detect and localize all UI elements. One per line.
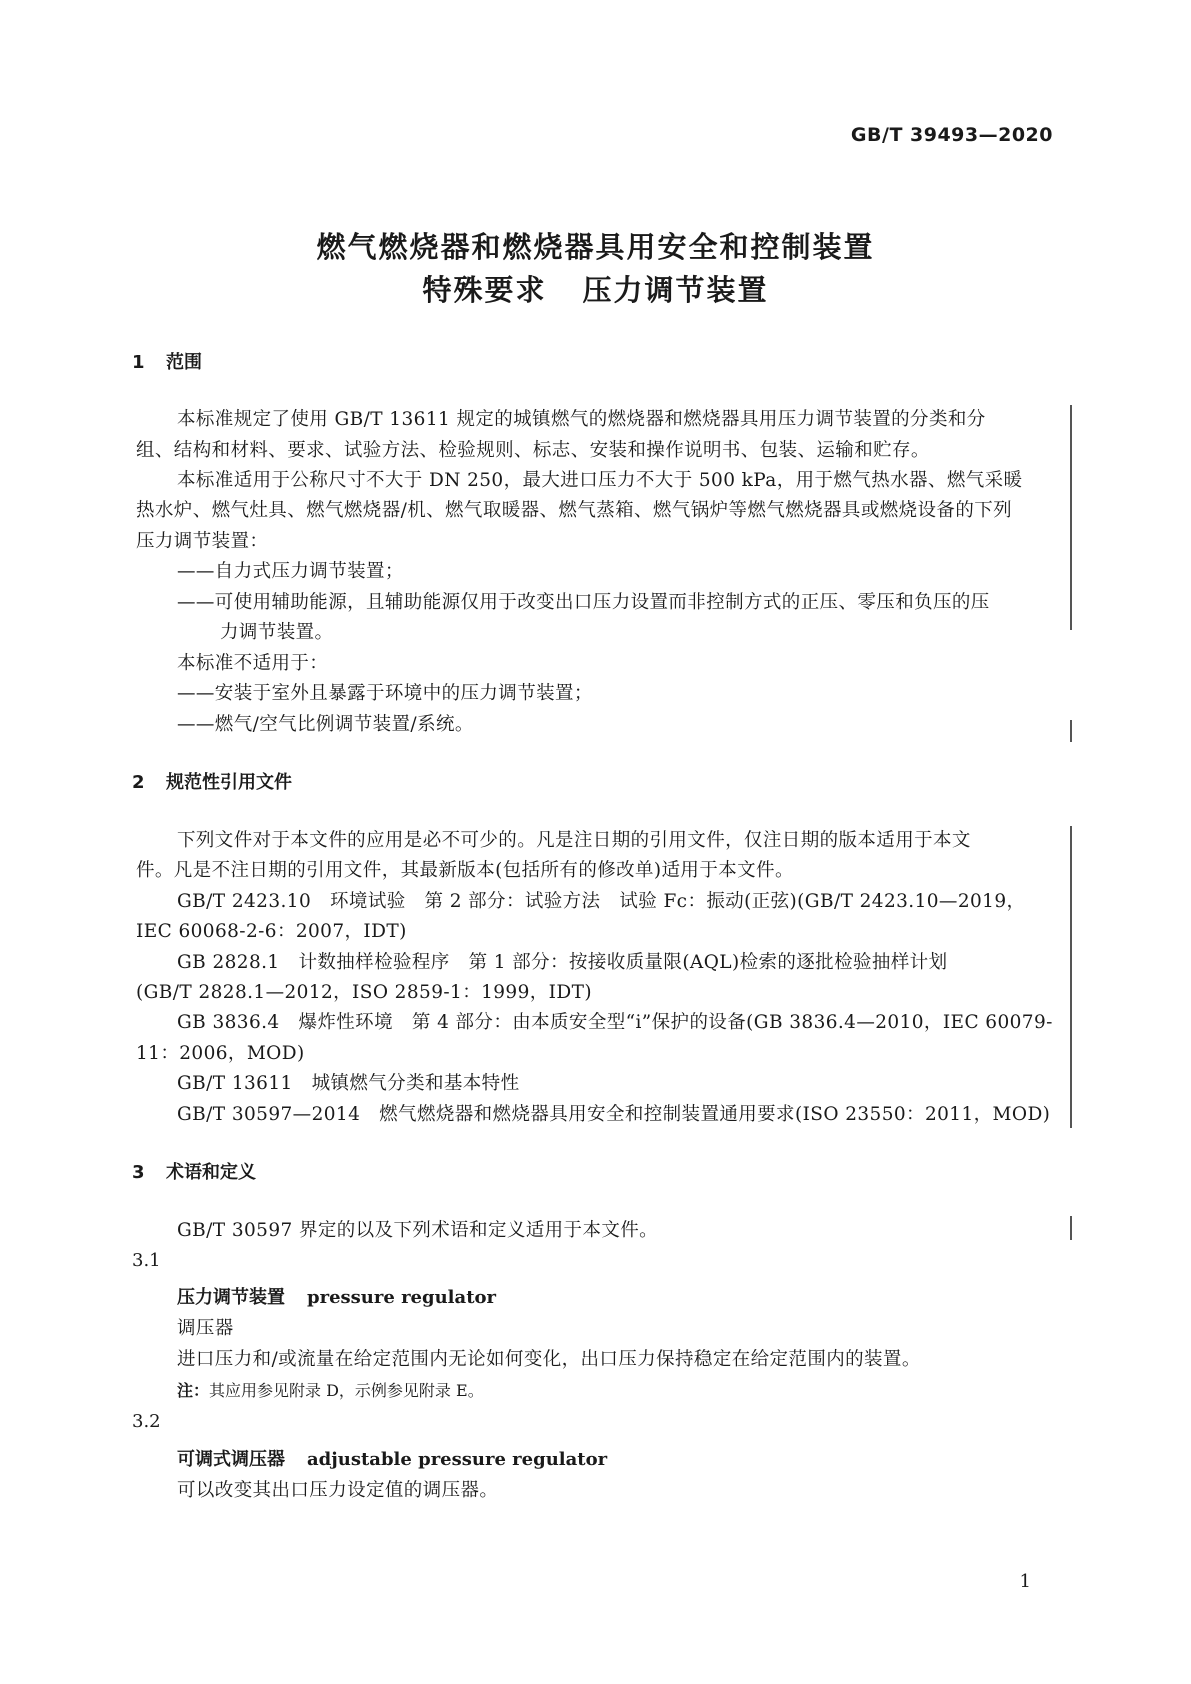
change-bar <box>1070 720 1072 742</box>
reference-entry: GB 2828.1 计数抽样检验程序 第 1 部分：按接收质量限(AQL)检索的逐批检验抽样计划 <box>177 952 948 973</box>
reference-entry: GB/T 13611 城镇燃气分类和基本特性 <box>177 1073 520 1094</box>
section-title: 规范性引用文件 <box>166 772 292 793</box>
paragraph-line: 本标准规定了使用 GB/T 13611 规定的城镇燃气的燃烧器和燃烧器具用压力调节装置的分类和分 <box>177 409 986 430</box>
list-item: ——可使用辅助能源，且辅助能源仅用于改变出口压力设置而非控制方式的正压、零压和负压的压 <box>177 592 990 613</box>
note-label: 注： <box>177 1381 210 1400</box>
reference-entry-continuation: (GB/T 2828.1—2012，ISO 2859-1：1999，IDT) <box>136 982 592 1003</box>
document-title-line1: 燃气燃烧器和燃烧器具用安全和控制装置 <box>316 230 875 264</box>
term-synonym: 调压器 <box>177 1318 234 1339</box>
reference-entry-continuation: IEC 60068-2-6：2007，IDT) <box>136 921 407 942</box>
change-bar <box>1070 1216 1072 1240</box>
section-heading-terms <box>132 1158 256 1184</box>
term-definition: 可以改变其出口压力设定值的调压器。 <box>177 1480 499 1501</box>
list-item-continuation: 力调节装置。 <box>220 622 334 643</box>
reference-entry-continuation: 11：2006，MOD) <box>136 1043 305 1064</box>
term-chinese: 可调式调压器 <box>177 1449 285 1470</box>
section-number: 3 <box>132 1162 145 1183</box>
paragraph-line: 件。凡是不注日期的引用文件，其最新版本(包括所有的修改单)适用于本文件。 <box>136 860 794 881</box>
term-english: pressure regulator <box>307 1287 496 1308</box>
term-heading <box>177 1445 607 1471</box>
term-note <box>177 1378 484 1401</box>
section-number: 2 <box>132 772 145 793</box>
paragraph-line: 压力调节装置： <box>136 531 269 552</box>
list-item: ——自力式压力调节装置； <box>177 561 404 582</box>
page-number: 1 <box>1019 1571 1031 1592</box>
document-title-line2 <box>0 268 1191 309</box>
standard-code: GB/T 39493—2020 <box>850 124 1053 146</box>
note-text: 其应用参见附录 D，示例参见附录 E。 <box>209 1381 484 1400</box>
title-part-a: 特殊要求 <box>422 273 547 307</box>
term-number: 3.1 <box>132 1250 161 1271</box>
paragraph-line: 组、结构和材料、要求、试验方法、检验规则、标志、安装和操作说明书、包装、运输和贮存。 <box>136 440 930 461</box>
list-item: ——安装于室外且暴露于环境中的压力调节装置； <box>177 683 593 704</box>
paragraph-line: 热水炉、燃气灶具、燃气燃烧器/机、燃气取暖器、燃气蒸箱、燃气锅炉等燃气燃烧器具或燃烧设备的下列 <box>136 500 1013 521</box>
reference-entry: GB/T 30597—2014 燃气燃烧器和燃烧器具用安全和控制装置通用要求(ISO 23550：2011，MOD) <box>177 1104 1051 1125</box>
change-bar <box>1070 405 1072 630</box>
paragraph-line: 本标准不适用于： <box>177 653 329 674</box>
term-english: adjustable pressure regulator <box>307 1449 608 1470</box>
list-item: ——燃气/空气比例调节装置/系统。 <box>177 714 474 735</box>
term-number: 3.2 <box>132 1411 161 1432</box>
section-number: 1 <box>132 352 145 373</box>
section-heading-scope <box>132 348 202 374</box>
paragraph-line: GB/T 30597 界定的以及下列术语和定义适用于本文件。 <box>177 1220 659 1241</box>
change-bar <box>1070 826 1072 1128</box>
reference-entry: GB/T 2423.10 环境试验 第 2 部分：试验方法 试验 Fc：振动(正弦)(GB/T 2423.10—2019， <box>177 891 1026 912</box>
title-part-b: 压力调节装置 <box>582 273 769 307</box>
paragraph-line: 下列文件对于本文件的应用是必不可少的。凡是注日期的引用文件，仅注日期的版本适用于本文 <box>177 830 971 851</box>
term-chinese: 压力调节装置 <box>177 1287 285 1308</box>
reference-entry: GB 3836.4 爆炸性环境 第 4 部分：由本质安全型“i”保护的设备(GB 3836.4—2010，IEC 60079- <box>177 1012 1053 1033</box>
section-heading-normative-references <box>132 768 292 794</box>
section-title: 范围 <box>166 352 202 373</box>
term-definition: 进口压力和/或流量在给定范围内无论如何变化，出口压力保持稳定在给定范围内的装置。 <box>177 1349 921 1370</box>
section-title: 术语和定义 <box>166 1162 256 1183</box>
term-heading <box>177 1283 496 1309</box>
paragraph-line: 本标准适用于公称尺寸不大于 DN 250，最大进口压力不大于 500 kPa，用于燃气热水器、燃气采暖 <box>177 470 1023 491</box>
